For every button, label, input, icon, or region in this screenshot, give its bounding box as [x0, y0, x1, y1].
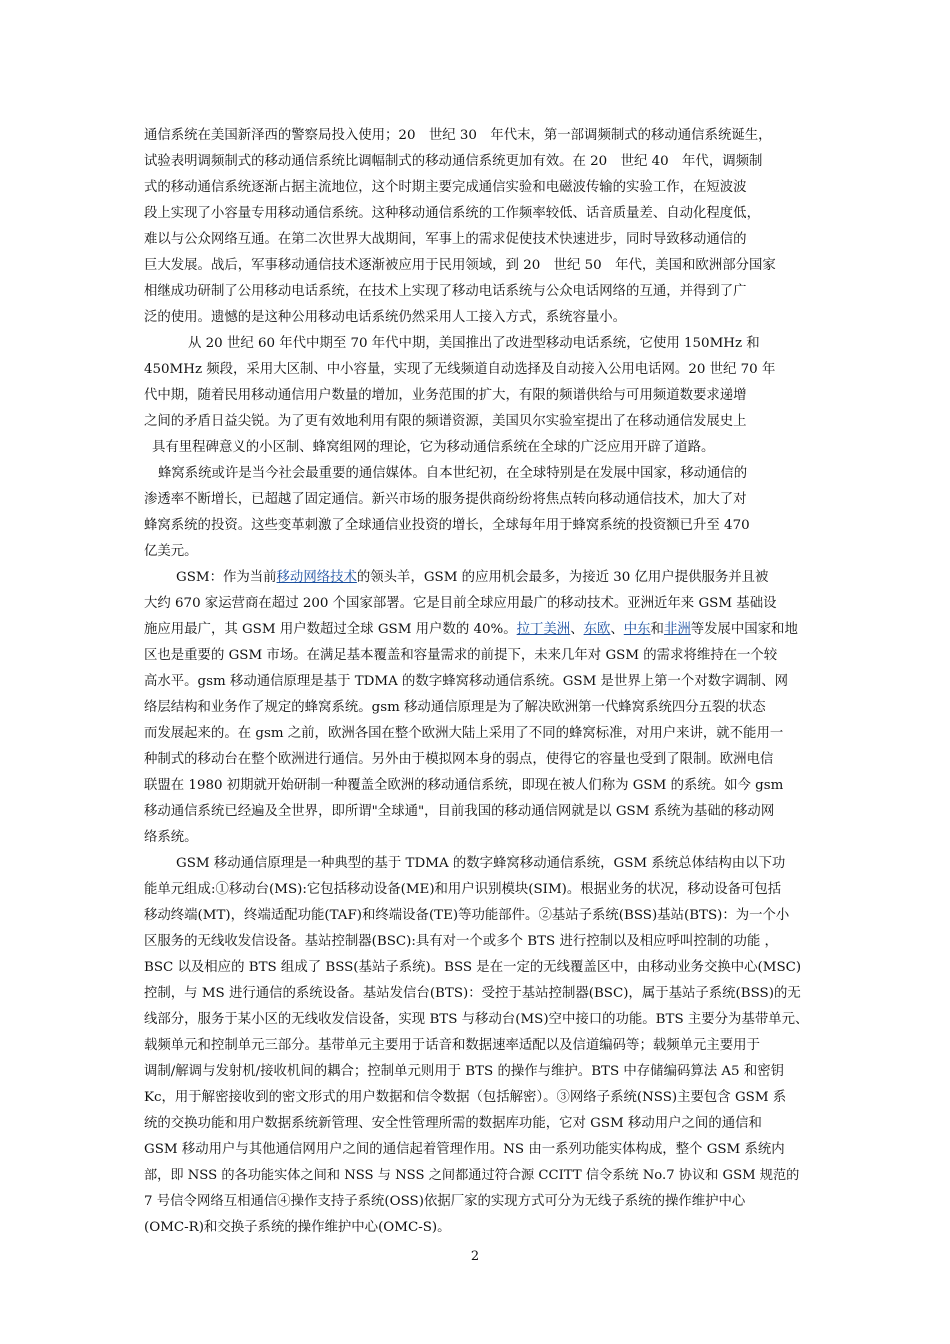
text-run: 、	[570, 622, 584, 637]
text-line: 从 20 世纪 60 年代中期至 70 年代中期，美国推出了改进型移动电话系统，它使用 150MHz 和	[188, 336, 760, 351]
text-line: GSM 移动用户与其他通信网用户之间的通信起着管理作用。NS 由一系列功能实体构成，整个 GSM 系统内	[144, 1142, 785, 1157]
text-line: 部，即 NSS 的各功能实体之间和 NSS 与 NSS 之间都通过符合源 CCITT 信令系统 No.7 协议和 GSM 规范的	[144, 1168, 800, 1183]
text-line: 能单元组成:①移动台(MS):它包括移动设备(ME)和用户识别模块(SIM)。根据业务的状况，移动设备可包括	[144, 882, 782, 897]
text-line: 区也是重要的 GSM 市场。在满足基本覆盖和容量需求的前提下，未来几年对 GSM 的需求将维持在一个较	[144, 648, 778, 663]
text-line: 联盟在 1980 初期就开始研制一种覆盖全欧洲的移动通信系统，即现在被人们称为 GSM 的系统。如今 gsm	[144, 778, 784, 793]
text-line: 泛的使用。遗憾的是这种公用移动电话系统仍然采用人工接入方式，系统容量小。	[144, 310, 627, 325]
text-line: 种制式的移动台在整个欧洲进行通信。另外由于模拟网本身的弱点，使得它的容量也受到了限制。欧洲电信	[144, 752, 774, 767]
text-line: 高水平。gsm 移动通信原理是基于 TDMA 的数字蜂窝移动通信系统。GSM 是世界上第一个对数字调制、网	[144, 674, 789, 689]
link-africa[interactable]: 非洲	[663, 622, 691, 637]
text-line	[176, 567, 768, 589]
text-line: 亿美元。	[144, 544, 198, 559]
text-line: 450MHz 频段，采用大区制、中小容量，实现了无线频道自动选择及自动接入公用电话网。20 世纪 70 年	[144, 362, 776, 377]
text-line: 调制/解调与发射机/接收机间的耦合；控制单元则用于 BTS 的操作与维护。BTS 中存储编码算法 A5 和密钥	[144, 1064, 785, 1079]
text-line: 通信系统在美国新泽西的警察局投入使用；20 世纪 30 年代末，第一部调频制式的移动通信系统诞生，	[144, 128, 772, 143]
text-line: 而发展起来的。在 gsm 之前，欧洲各国在整个欧洲大陆上采用了不同的蜂窝标准，对用户来讲，就不能用一	[144, 726, 784, 741]
text-line: 控制，与 MS 进行通信的系统设备。基站发信台(BTS)：受控于基站控制器(BSC)，属于基站子系统(BSS)的无	[144, 986, 801, 1001]
text-run: 、	[610, 622, 624, 637]
text-line: 蜂窝系统或许是当今社会最重要的通信媒体。自本世纪初，在全球特别是在发展中国家，移动通信的	[158, 466, 748, 481]
text-line: 式的移动通信系统逐渐占据主流地位，这个时期主要完成通信实验和电磁波传输的实验工作，在短波波	[144, 180, 747, 195]
link-middle-east[interactable]: 中东	[623, 622, 651, 637]
text-line	[144, 619, 798, 641]
text-run: GSM：作为当前	[176, 570, 277, 585]
text-line: 线部分，服务于某小区的无线收发信设备，实现 BTS 与移动台(MS)空中接口的功能。BTS 主要分为基带单元、	[144, 1012, 809, 1027]
text-line: 相继成功研制了公用移动电话系统，在技术上实现了移动电话系统与公众电话网络的互通，并得到了广	[144, 284, 747, 299]
text-line: 7 号信令网络互相通信④操作支持子系统(OSS)依据厂家的实现方式可分为无线子系统的操作维护中心	[144, 1194, 746, 1209]
text-line: 蜂窝系统的投资。这些变革刺激了全球通信业投资的增长，全球每年用于蜂窝系统的投资额已升至 470	[144, 518, 750, 533]
text-line: 络层结构和业务作了规定的蜂窝系统。gsm 移动通信原理是为了解决欧洲第一代蜂窝系统四分五裂的状态	[144, 700, 766, 715]
text-run: 和	[650, 622, 664, 637]
text-line: 载频单元和控制单元三部分。基带单元主要用于话音和数据速率适配以及信道编码等；载频单元主要用于	[144, 1038, 760, 1053]
text-line: 具有里程碑意义的小区制、蜂窝组网的理论，它为移动通信系统在全球的广泛应用开辟了道路。	[152, 440, 715, 455]
text-line: GSM 移动通信原理是一种典型的基于 TDMA 的数字蜂窝移动通信系统，GSM 系统总体结构由以下功	[176, 856, 786, 871]
text-run: 等发展中国家和地	[690, 622, 798, 637]
text-line: 难以与公众网络互通。在第二次世界大战期间，军事上的需求促使技术快速进步，同时导致移动通信的	[144, 232, 747, 247]
text-line: 巨大发展。战后，军事移动通信技术逐渐被应用于民用领域，到 20 世纪 50 年代，美国和欧洲部分国家	[144, 258, 776, 273]
text-line: 段上实现了小容量专用移动通信系统。这种移动通信系统的工作频率较低、话音质量差、自动化程度低，	[144, 206, 760, 221]
text-line: 移动通信系统已经遍及全世界，即所谓"全球通"，目前我国的移动通信网就是以 GSM 系统为基础的移动网	[144, 804, 775, 819]
text-run: 的领头羊，GSM 的应用机会最多，为接近 30 亿用户提供服务并且被	[356, 570, 769, 585]
text-line: 区服务的无线收发信设备。基站控制器(BSC):具有对一个或多个 BTS 进行控制以及相应呼叫控制的功能 ，	[144, 934, 778, 949]
text-line: 之间的矛盾日益尖锐。为了更有效地利用有限的频谱资源，美国贝尔实验室提出了在移动通信发展史上	[144, 414, 747, 429]
link-east-europe[interactable]: 东欧	[583, 622, 611, 637]
link-latin-america[interactable]: 拉丁美洲	[516, 622, 571, 637]
text-run: 施应用最广，其 GSM 用户数超过全球 GSM 用户数的 40%。	[144, 622, 517, 637]
text-line: 移动终端(MT)，终端适配功能(TAF)和终端设备(TE)等功能部件。②基站子系统(BSS)基站(BTS)：为一个小	[144, 908, 790, 923]
text-line: 代中期，随着民用移动通信用户数量的增加，业务范围的扩大，有限的频谱供给与可用频道数要求递增	[144, 388, 747, 403]
text-line: BSC 以及相应的 BTS 组成了 BSS(基站子系统)。BSS 是在一定的无线覆盖区中，由移动业务交换中心(MSC)	[144, 960, 802, 975]
text-line: Kc，用于解密接收到的密文形式的用户数据和信令数据（包括解密）。③网络子系统(NSS)主要包含 GSM 系	[144, 1090, 787, 1105]
text-line: 大约 670 家运营商在超过 200 个国家部署。它是目前全球应用最广的移动技术。亚洲近年来 GSM 基础设	[144, 596, 777, 611]
link-mobile-network-tech[interactable]: 移动网络技术	[276, 570, 357, 585]
page-number: 2	[470, 1249, 480, 1264]
text-line: 络系统。	[144, 830, 198, 845]
text-line: 试验表明调频制式的移动通信系统比调幅制式的移动通信系统更加有效。在 20 世纪 40 年代，调频制	[144, 154, 763, 169]
text-line: 渗透率不断增长，已超越了固定通信。新兴市场的服务提供商纷纷将焦点转向移动通信技术，加大了对	[144, 492, 747, 507]
text-line: (OMC-R)和交换子系统的操作维护中心(OMC-S)。	[144, 1220, 451, 1235]
text-line: 统的交换功能和用户数据系统新管理、安全性管理所需的数据库功能，它对 GSM 移动用户之间的通信和	[144, 1116, 762, 1131]
